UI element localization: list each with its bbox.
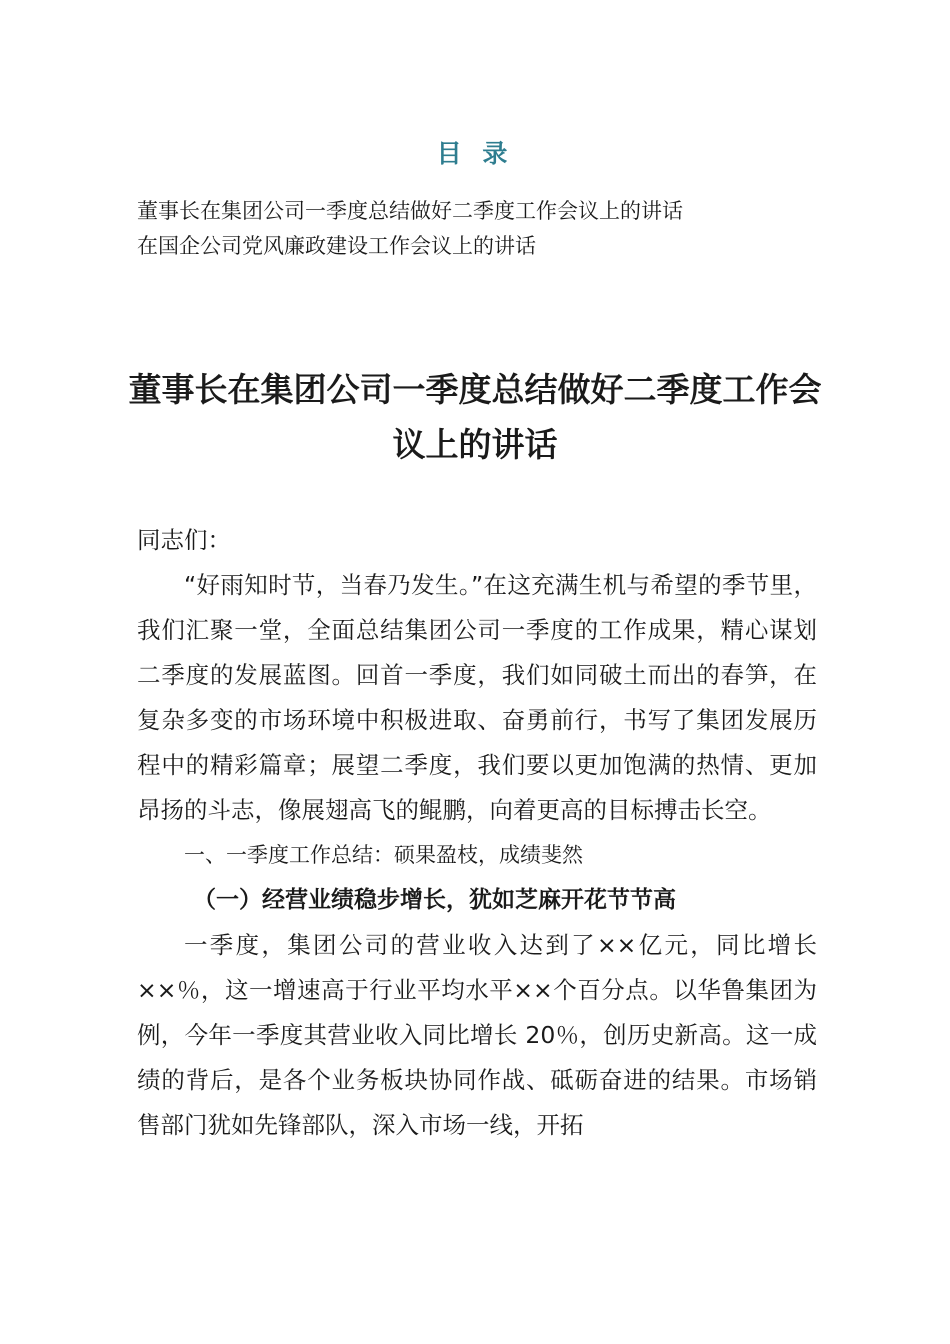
subsection-heading: （一）经营业绩稳步增长，犹如芝麻开花节节高 — [193, 887, 676, 913]
body-paragraph: 一季度，集团公司的营业收入达到了××亿元，同比增长××％，这一增速高于行业平均水平××个百分点。以华鲁集团为例，今年一季度其营业收入同比增长 20％，创历史新高。这一成绩的背后，是各个业务板块协同作战、砥砺奋进的结果。市场销售部门犹如先锋部队，深入市场一线，开拓 — [137, 931, 817, 1139]
toc-heading: 目 录 — [436, 139, 514, 168]
toc-list — [137, 194, 817, 264]
section-heading: 一、一季度工作总结：硕果盈枝，成绩斐然 — [184, 843, 583, 867]
toc-item[interactable]: 在国企公司党风廉政建设工作会议上的讲话 — [137, 234, 536, 258]
document-title: 董事长在集团公司一季度总结做好二季度工作会议上的讲话 — [128, 370, 822, 464]
body-paragraph: “好雨知时节，当春乃发生。”在这充满生机与希望的季节里，我们汇聚一堂，全面总结集团公司一季度的工作成果，精心谋划二季度的发展蓝图。回首一季度，我们如同破土而出的春笋，在复杂多变的市场环境中积极进取、奋勇前行，书写了集团发展历程中的精彩篇章；展望二季度，我们要以更加饱满的热情、更加昂扬的斗志，像展翅高飞的鲲鹏，向着更高的目标搏击长空。 — [137, 571, 817, 824]
toc-item[interactable]: 董事长在集团公司一季度总结做好二季度工作会议上的讲话 — [137, 199, 683, 223]
document-body — [137, 518, 817, 1148]
salutation: 同志们： — [137, 526, 231, 554]
